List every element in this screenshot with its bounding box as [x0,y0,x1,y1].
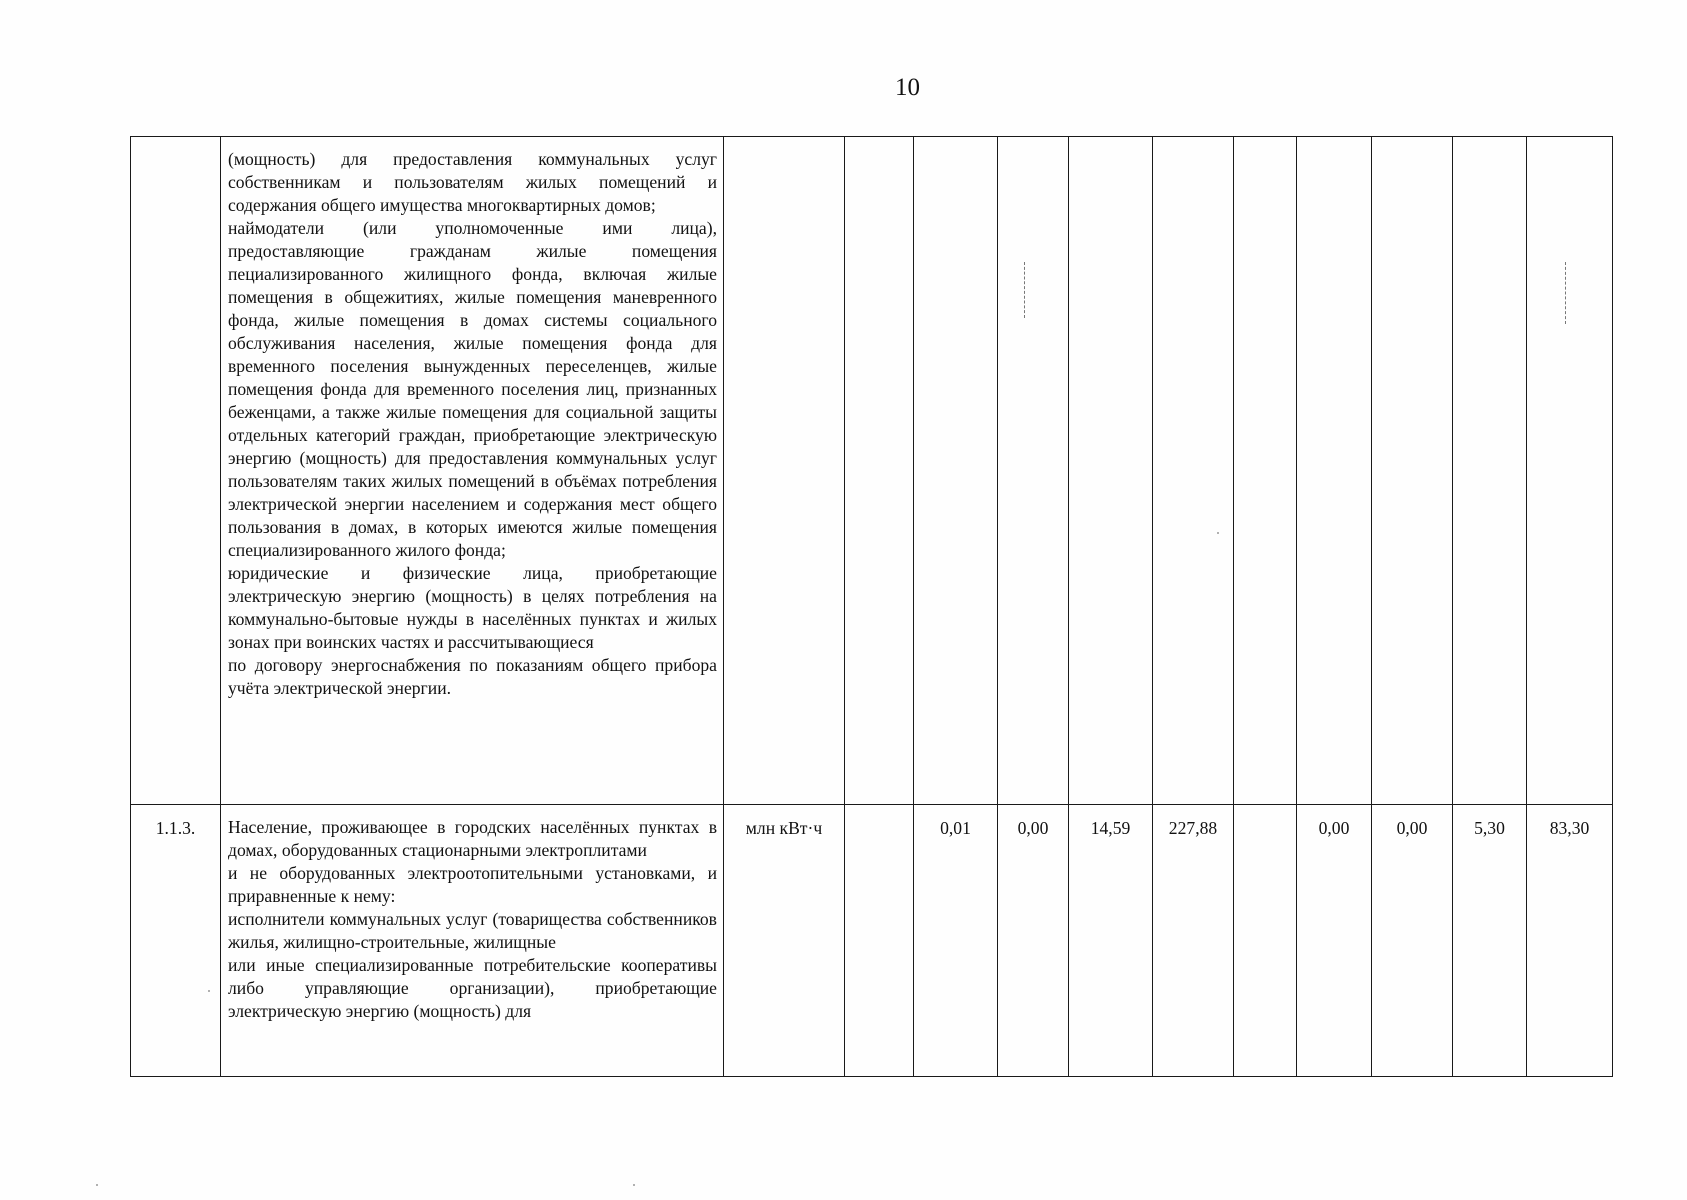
scan-speck [208,990,210,992]
description-paragraph: наймодатели (или уполномоченные ими лица), предоставляющие гражданам жилые помещения пециализированного жилищного фонда, включая жилые помещения в общежитиях, жилые помещения маневренного фонда, жилые помещения в домах системы социального обслуживания населения, жилые помещения фонда для временного поселения вынужденных переселенцев, жилые помещения фонда для временного поселения лиц, признанных беженцами, а также жилые помещения для социальной защиты отдельных категорий граждан, приобретающие электрическую энергию (мощность) для предоставления коммунальных услуг пользователям таких жилых помещений в объёмах потребления электрической энергии населением и содержания мест общего пользования в домах, в которых имеются жилые помещения специализированного жилого фонда; [228,218,717,560]
row-index-cell [131,137,221,805]
value-cell [1234,137,1297,805]
value-cell [845,805,914,1077]
description-paragraph: по договору энергоснабжения по показаниям общего прибора учёта электрической энергии. [228,655,717,698]
value-cell: 0,01 [914,805,998,1077]
value-cell: 83,30 [1527,805,1613,1077]
value-cell: 0,00 [998,805,1069,1077]
row-description-cell [221,137,724,805]
unit-cell: млн кВт·ч [724,805,845,1077]
value-cell [1234,805,1297,1077]
row-index-cell: 1.1.3. [131,805,221,1077]
value-cell [1527,137,1613,805]
value-cell [1453,137,1527,805]
scan-speck [96,1184,98,1186]
value-cell [1069,137,1153,805]
description-paragraph: Население, проживающее в городских населённых пунктах в домах, оборудованных стационарными электроплитами [228,817,717,860]
description-paragraph: исполнители коммунальных услуг (товарищества собственников жилья, жилищно-строительные, жилищные [228,909,717,952]
value-cell: 0,00 [1297,805,1372,1077]
value-cell [914,137,998,805]
value-cell [1153,137,1234,805]
table-row [131,805,1613,1077]
row-description-cell [221,805,724,1077]
description-paragraph: и не оборудованных электроотопительными установками, и приравненные к нему: [228,863,717,906]
description-paragraph: юридические и физические лица, приобретающие электрическую энергию (мощность) в целях потребления на коммунально-бытовые нужды в населённых пунктах и жилых зонах при воинских частях и рассчитывающиеся [228,563,717,652]
value-cell [1372,137,1453,805]
value-cell [998,137,1069,805]
value-cell: 0,00 [1372,805,1453,1077]
scan-speck [633,1184,635,1186]
scan-mark [1024,262,1025,318]
description-paragraph: или иные специализированные потребительские кооперативы либо управляющие организации), приобретающие электрическую энергию (мощность) для [228,955,717,1021]
unit-cell [724,137,845,805]
scan-speck [1217,532,1219,534]
value-cell [845,137,914,805]
value-cell: 14,59 [1069,805,1153,1077]
value-cell: 5,30 [1453,805,1527,1077]
scan-mark [1565,262,1566,324]
page-number: 10 [895,74,920,101]
value-cell [1297,137,1372,805]
table-row [131,137,1613,805]
value-cell: 227,88 [1153,805,1234,1077]
description-paragraph: (мощность) для предоставления коммунальных услуг собственникам и пользователям жилых помещений и содержания общего имущества многоквартирных домов; [228,149,717,215]
tariff-table [130,136,1613,1077]
